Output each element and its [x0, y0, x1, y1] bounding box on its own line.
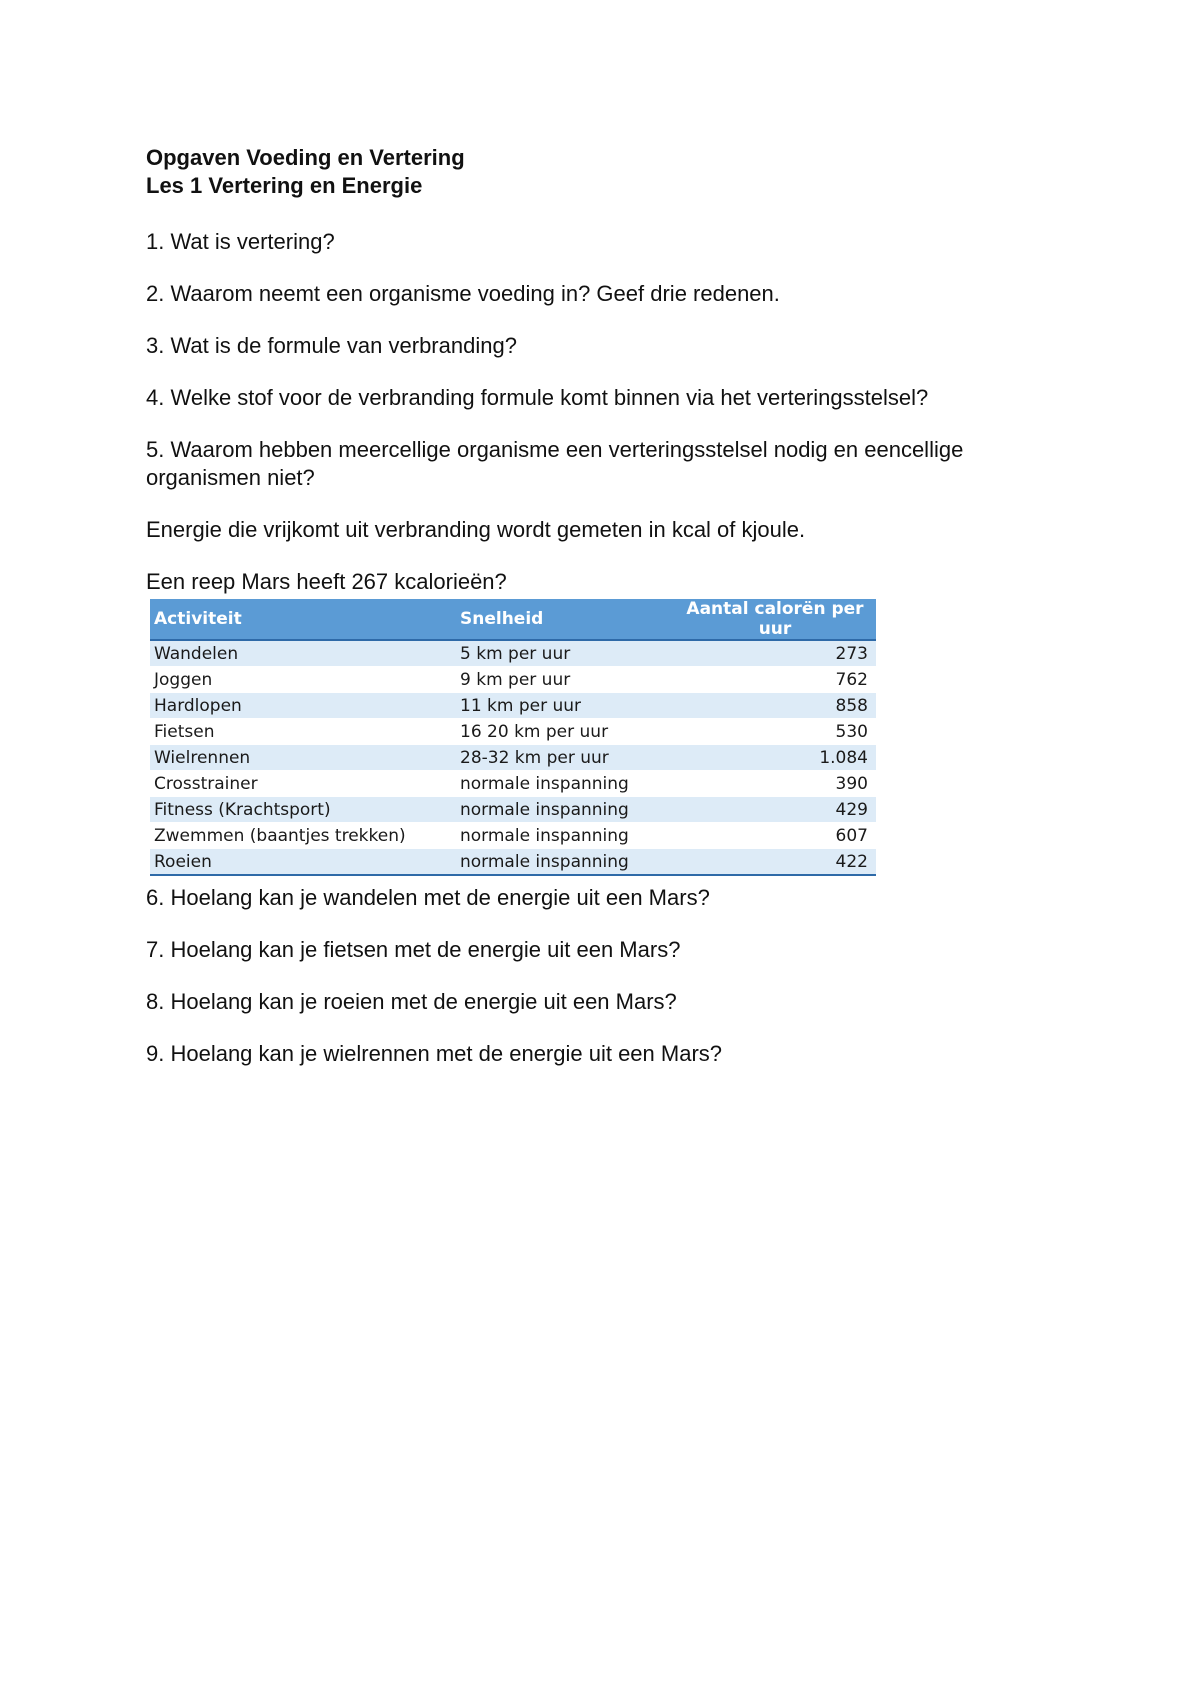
cell-calorieen: 273 — [674, 640, 876, 667]
table-row — [150, 640, 876, 667]
cell-calorieen: 530 — [674, 719, 876, 745]
table-header-row — [150, 599, 876, 640]
cell-snelheid: 16 20 km per uur — [456, 719, 674, 745]
question-2: 2. Waarom neemt een organisme voeding in? Geef drie redenen. — [146, 281, 780, 306]
cell-snelheid: 11 km per uur — [456, 693, 674, 719]
cell-activiteit: Wielrennen — [150, 745, 456, 771]
document-page — [146, 144, 1076, 1068]
question-1: 1. Wat is vertering? — [146, 229, 335, 254]
cell-snelheid: normale inspanning — [456, 849, 674, 876]
cell-snelheid: normale inspanning — [456, 771, 674, 797]
calories-table — [150, 599, 876, 876]
header-activiteit: Activiteit — [150, 599, 456, 640]
document-title: Opgaven Voeding en Vertering — [146, 145, 465, 170]
question-3: 3. Wat is de formule van verbranding? — [146, 333, 517, 358]
cell-snelheid: 28-32 km per uur — [456, 745, 674, 771]
cell-activiteit: Roeien — [150, 849, 456, 876]
cell-activiteit: Wandelen — [150, 640, 456, 667]
cell-snelheid: normale inspanning — [456, 797, 674, 823]
table-row — [150, 745, 876, 771]
table-row — [150, 771, 876, 797]
cell-activiteit: Fietsen — [150, 719, 456, 745]
question-8: 8. Hoelang kan je roeien met de energie uit een Mars? — [146, 989, 677, 1014]
table-row — [150, 823, 876, 849]
lesson-subtitle: Les 1 Vertering en Energie — [146, 173, 423, 198]
cell-calorieen: 429 — [674, 797, 876, 823]
cell-calorieen: 607 — [674, 823, 876, 849]
mars-note: Een reep Mars heeft 267 kcalorieën? — [146, 569, 507, 594]
cell-calorieen: 762 — [674, 667, 876, 693]
cell-snelheid: 5 km per uur — [456, 640, 674, 667]
cell-calorieen: 422 — [674, 849, 876, 876]
table-row — [150, 693, 876, 719]
question-5: 5. Waarom hebben meercellige organisme een verteringsstelsel nodig en eencellige organismen niet? — [146, 437, 964, 490]
cell-activiteit: Crosstrainer — [150, 771, 456, 797]
cell-calorieen: 390 — [674, 771, 876, 797]
cell-activiteit: Zwemmen (baantjes trekken) — [150, 823, 456, 849]
question-9: 9. Hoelang kan je wielrennen met de energie uit een Mars? — [146, 1041, 723, 1066]
table-row — [150, 719, 876, 745]
table-row — [150, 797, 876, 823]
cell-calorieen: 1.084 — [674, 745, 876, 771]
cell-activiteit: Fitness (Krachtsport) — [150, 797, 456, 823]
table-row — [150, 849, 876, 876]
question-7: 7. Hoelang kan je fietsen met de energie uit een Mars? — [146, 937, 681, 962]
cell-snelheid: 9 km per uur — [456, 667, 674, 693]
header-calorieen: Aantal calorën per uur — [674, 599, 876, 640]
cell-activiteit: Hardlopen — [150, 693, 456, 719]
table-row — [150, 667, 876, 693]
energy-note: Energie die vrijkomt uit verbranding wordt gemeten in kcal of kjoule. — [146, 517, 806, 542]
cell-activiteit: Joggen — [150, 667, 456, 693]
cell-snelheid: normale inspanning — [456, 823, 674, 849]
question-4: 4. Welke stof voor de verbranding formule komt binnen via het verteringsstelsel? — [146, 385, 929, 410]
cell-calorieen: 858 — [674, 693, 876, 719]
header-snelheid: Snelheid — [456, 599, 674, 640]
question-6: 6. Hoelang kan je wandelen met de energie uit een Mars? — [146, 885, 710, 910]
